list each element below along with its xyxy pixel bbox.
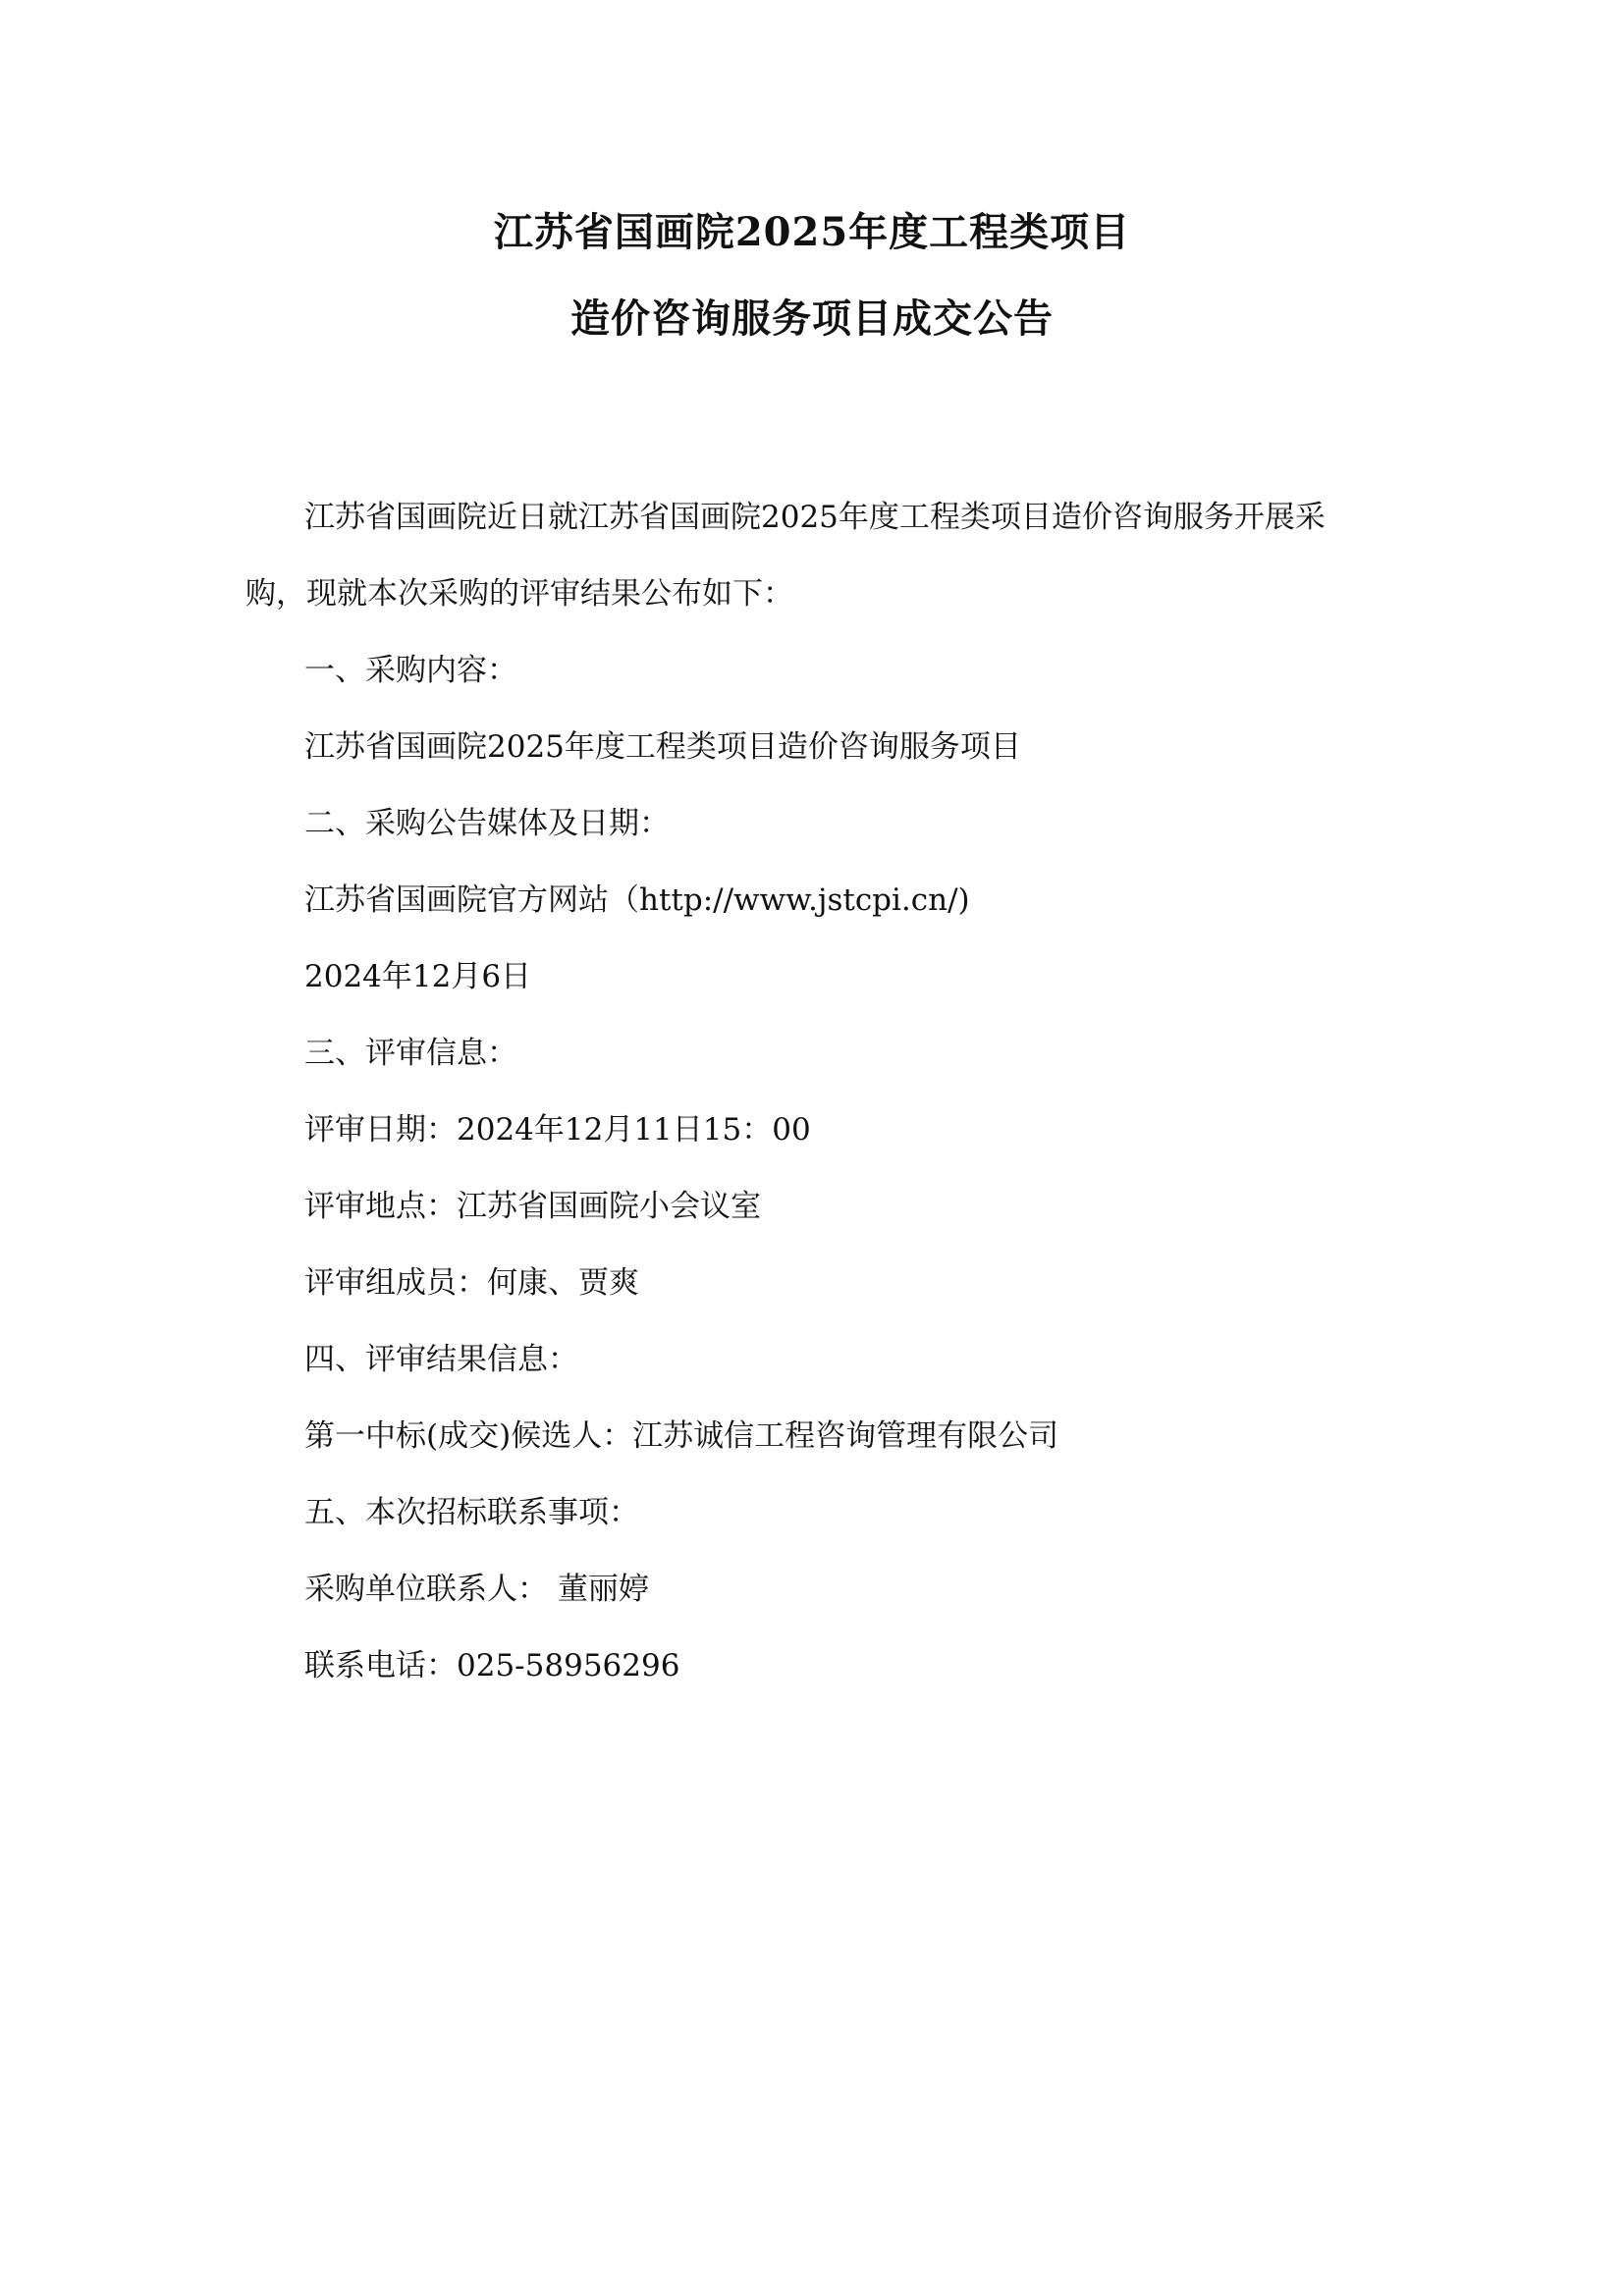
section1-heading: 一、采购内容： xyxy=(304,653,517,688)
document-body xyxy=(245,479,1384,1704)
section2-media: 江苏省国画院官方网站（http://www.jstcpi.cn/) xyxy=(304,882,970,918)
section2-date: 2024年12月6日 xyxy=(304,959,532,994)
document-title-line2: 造价咨询服务项目成交公告 xyxy=(570,295,1054,342)
section4-winner: 第一中标(成交)候选人：江苏诚信工程咨询管理有限公司 xyxy=(304,1418,1059,1454)
document-title-line1: 江苏省国画院2025年度工程类项目 xyxy=(493,209,1131,255)
section5-phone: 联系电话：025-58956296 xyxy=(304,1648,680,1683)
section5-contact: 采购单位联系人： 董丽婷 xyxy=(304,1572,649,1607)
section3-location: 评审地点：江苏省国画院小会议室 xyxy=(304,1189,761,1224)
section3-members: 评审组成员：何康、贾爽 xyxy=(304,1265,639,1301)
section1-content: 江苏省国画院2025年度工程类项目造价咨询服务项目 xyxy=(304,729,1021,765)
section3-date: 评审日期：2024年12月11日15：00 xyxy=(304,1112,811,1148)
section4-heading: 四、评审结果信息： xyxy=(304,1342,578,1377)
section3-heading: 三、评审信息： xyxy=(304,1036,517,1071)
section2-heading: 二、采购公告媒体及日期： xyxy=(304,806,670,841)
intro-paragraph: 江苏省国画院近日就江苏省国画院2025年度工程类项目造价咨询服务开展采购，现就本次采购的评审结果公布如下： xyxy=(245,500,1326,612)
section5-heading: 五、本次招标联系事项： xyxy=(304,1495,639,1530)
